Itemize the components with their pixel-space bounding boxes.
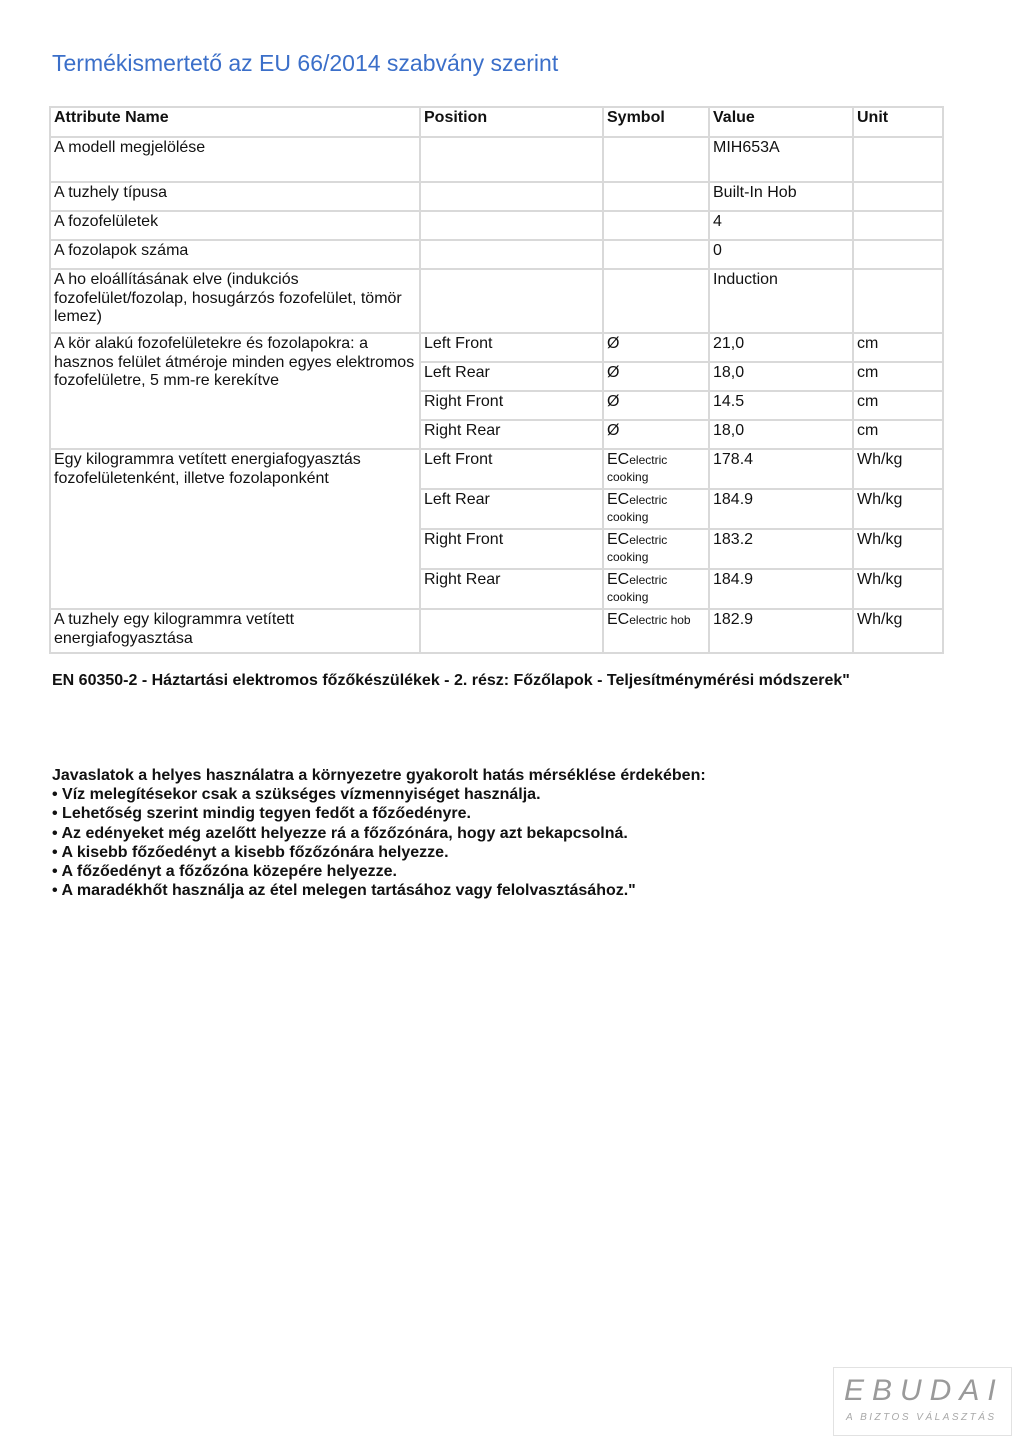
attr-plates: A fozolapok száma: [50, 240, 420, 269]
symbol-cell: ECelectric cooking: [603, 569, 709, 609]
unit-cell: Wh/kg: [853, 569, 943, 609]
attr-type: A tuzhely típusa: [50, 182, 420, 211]
tip-item: • Víz melegítésekor csak a szükséges vízmennyiséget használja.: [52, 786, 541, 804]
table-row: [50, 137, 943, 182]
table-row: [50, 182, 943, 211]
value-zones: 4: [709, 211, 853, 240]
unit-energy-hob: Wh/kg: [853, 609, 943, 653]
attr-model: A modell megjelölése: [50, 137, 420, 182]
header-position: Position: [420, 107, 603, 137]
symbol-cell: ECelectric hob: [603, 609, 709, 653]
unit-cell: Wh/kg: [853, 489, 943, 529]
symbol-cell: ECelectric cooking: [603, 529, 709, 569]
value-cell: 184.9: [709, 489, 853, 529]
value-plates: 0: [709, 240, 853, 269]
table-row: [50, 240, 943, 269]
attr-zones: A fozofelületek: [50, 211, 420, 240]
attr-diameter: A kör alakú fozofelületekre és fozolapokra: a hasznos felület átméroje minden egyes elektromos fozofelületre, 5 mm-re kerekítve: [50, 333, 420, 449]
header-symbol: Symbol: [603, 107, 709, 137]
table-row: [50, 269, 943, 333]
tip-item: • A főzőedényt a főzőzóna közepére helyezze.: [52, 863, 397, 881]
unit-cell: Wh/kg: [853, 449, 943, 489]
position-cell: Right Rear: [420, 569, 603, 609]
table-row: [50, 333, 943, 362]
header-value: Value: [709, 107, 853, 137]
symbol-cell: Ø: [603, 362, 709, 391]
logo-tagline: A BIZTOS VÁLASZTÁS: [846, 1412, 997, 1423]
unit-cell: Wh/kg: [853, 529, 943, 569]
tip-item: • A maradékhőt használja az étel melegen tartásához vagy felolvasztásához.": [52, 882, 636, 900]
position-cell: Left Rear: [420, 489, 603, 529]
standard-reference: EN 60350-2 - Háztartási elektromos főzőkészülékek - 2. rész: Főzőlapok - Teljesítménymérési módszerek": [52, 672, 850, 689]
table-row: [50, 449, 943, 489]
logo-name: EBUDAI: [844, 1374, 1004, 1407]
tips-heading: Javaslatok a helyes használatra a környezetre gyakorolt hatás mérséklése érdekében:: [52, 767, 706, 784]
unit-cell: cm: [853, 391, 943, 420]
value-cell: 178.4: [709, 449, 853, 489]
attr-heating: A ho eloállításának elve (indukciós fozofelület/fozolap, hosugárzós fozofelület, tömör lemez): [50, 269, 420, 333]
table-row: [50, 609, 943, 653]
attr-energy-hob: A tuzhely egy kilogrammra vetített energiafogyasztása: [50, 609, 420, 653]
position-cell: Right Front: [420, 391, 603, 420]
value-cell: 183.2: [709, 529, 853, 569]
usage-tips: [52, 766, 706, 900]
symbol-cell: Ø: [603, 391, 709, 420]
symbol-cell: ECelectric cooking: [603, 449, 709, 489]
table-header-row: [50, 107, 943, 137]
position-cell: Left Rear: [420, 362, 603, 391]
position-cell: Right Front: [420, 529, 603, 569]
page-title: Termékismertető az EU 66/2014 szabvány szerint: [52, 50, 559, 76]
tip-item: • Az edényeket még azelőtt helyezze rá a főzőzónára, hogy azt bekapcsolná.: [52, 824, 628, 842]
value-cell: 21,0: [709, 333, 853, 362]
tip-item: • A kisebb főzőedényt a kisebb főzőzónára helyezze.: [52, 843, 449, 861]
unit-cell: cm: [853, 420, 943, 449]
symbol-cell: Ø: [603, 420, 709, 449]
product-spec-table: [49, 106, 944, 654]
value-cell: 18,0: [709, 420, 853, 449]
value-cell: 184.9: [709, 569, 853, 609]
table-row: [50, 211, 943, 240]
tip-item: • Lehetőség szerint mindig tegyen fedőt a főzőedényre.: [52, 805, 471, 823]
position-cell: Left Front: [420, 333, 603, 362]
value-cell: 14.5: [709, 391, 853, 420]
unit-cell: cm: [853, 362, 943, 391]
value-heating: Induction: [709, 269, 853, 333]
value-model: MIH653A: [709, 137, 853, 182]
value-cell: 18,0: [709, 362, 853, 391]
symbol-cell: Ø: [603, 333, 709, 362]
unit-cell: cm: [853, 333, 943, 362]
value-energy-hob: 182.9: [709, 609, 853, 653]
header-attribute: Attribute Name: [50, 107, 420, 137]
header-unit: Unit: [853, 107, 943, 137]
value-type: Built-In Hob: [709, 182, 853, 211]
ebudai-logo: [833, 1367, 1012, 1436]
symbol-cell: ECelectric cooking: [603, 489, 709, 529]
attr-energy-zone: Egy kilogrammra vetített energiafogyasztás fozofelületenként, illetve fozolaponként: [50, 449, 420, 609]
position-cell: Right Rear: [420, 420, 603, 449]
position-cell: Left Front: [420, 449, 603, 489]
